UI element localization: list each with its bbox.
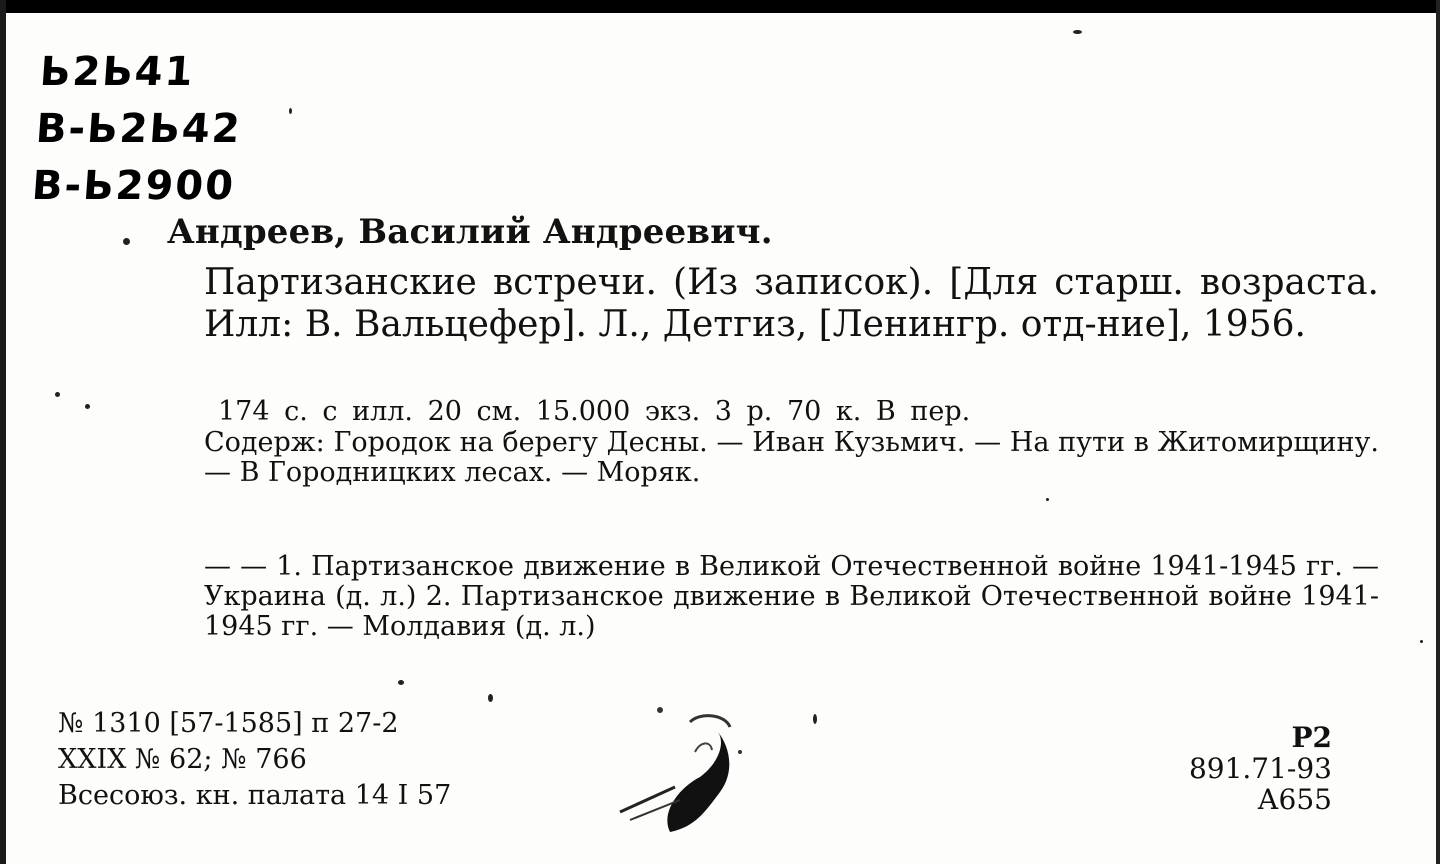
registry-info [58,706,451,814]
scan-right-border [1436,0,1440,864]
title-description: Партизанские встречи. (Из записок). [Для старш. возраста. Илл: В. Вальцефер]. Л., Детгиз, [Ленингр. отд-ние], 1956. [204,262,1379,345]
scan-speck [1420,640,1423,643]
classification-block [1189,722,1332,815]
scan-speck [1073,30,1082,34]
scan-speck [398,680,404,685]
registry-line-2: XXIX № 62; № 766 [58,744,307,775]
handwritten-call-numbers [30,44,248,215]
author-mark: А655 [1257,783,1332,816]
contents-note: Содерж: Городок на берегу Десны. — Иван Кузьмич. — На пути в Житомирщину. — В Городницких лесах. — Моряк. [204,427,1379,488]
scan-top-border [0,0,1440,13]
scan-left-border [0,0,6,864]
scan-speck [813,714,817,724]
scan-speck [55,392,60,397]
subject-headings: — — 1. Партизанское движение в Великой Отечественной войне 1941-1945 гг. — Украина (д. л.) 2. Партизанское движение в Великой Отечественной войне 1941-1945 гг. — Молдавия (д. л.) [204,551,1379,642]
scan-speck [289,108,292,114]
registry-line-1: № 1310 [57-1585] п 27-2 [58,708,399,739]
scan-speck [488,694,493,702]
udc-index: 891.71-93 [1188,752,1332,785]
classification-code: Р2 [1291,721,1332,754]
handwritten-line-1: Ь2Ь41 [38,49,197,95]
physical-description: 174 с. с илл. 20 см. 15.000 экз. 3 р. 70 к. В пер. [218,396,971,427]
ink-blot-stamp [600,692,770,842]
scan-speck [85,404,90,409]
scan-speck [123,238,130,245]
handwritten-line-2: В-Ь2Ь42 [34,106,244,152]
registry-line-3: Всесоюз. кн. палата 14 I 57 [58,780,452,811]
handwritten-line-3: В-Ь2900 [30,163,237,209]
scan-speck [1046,498,1049,501]
author-heading: Андреев, Василий Андреевич. [167,212,773,252]
